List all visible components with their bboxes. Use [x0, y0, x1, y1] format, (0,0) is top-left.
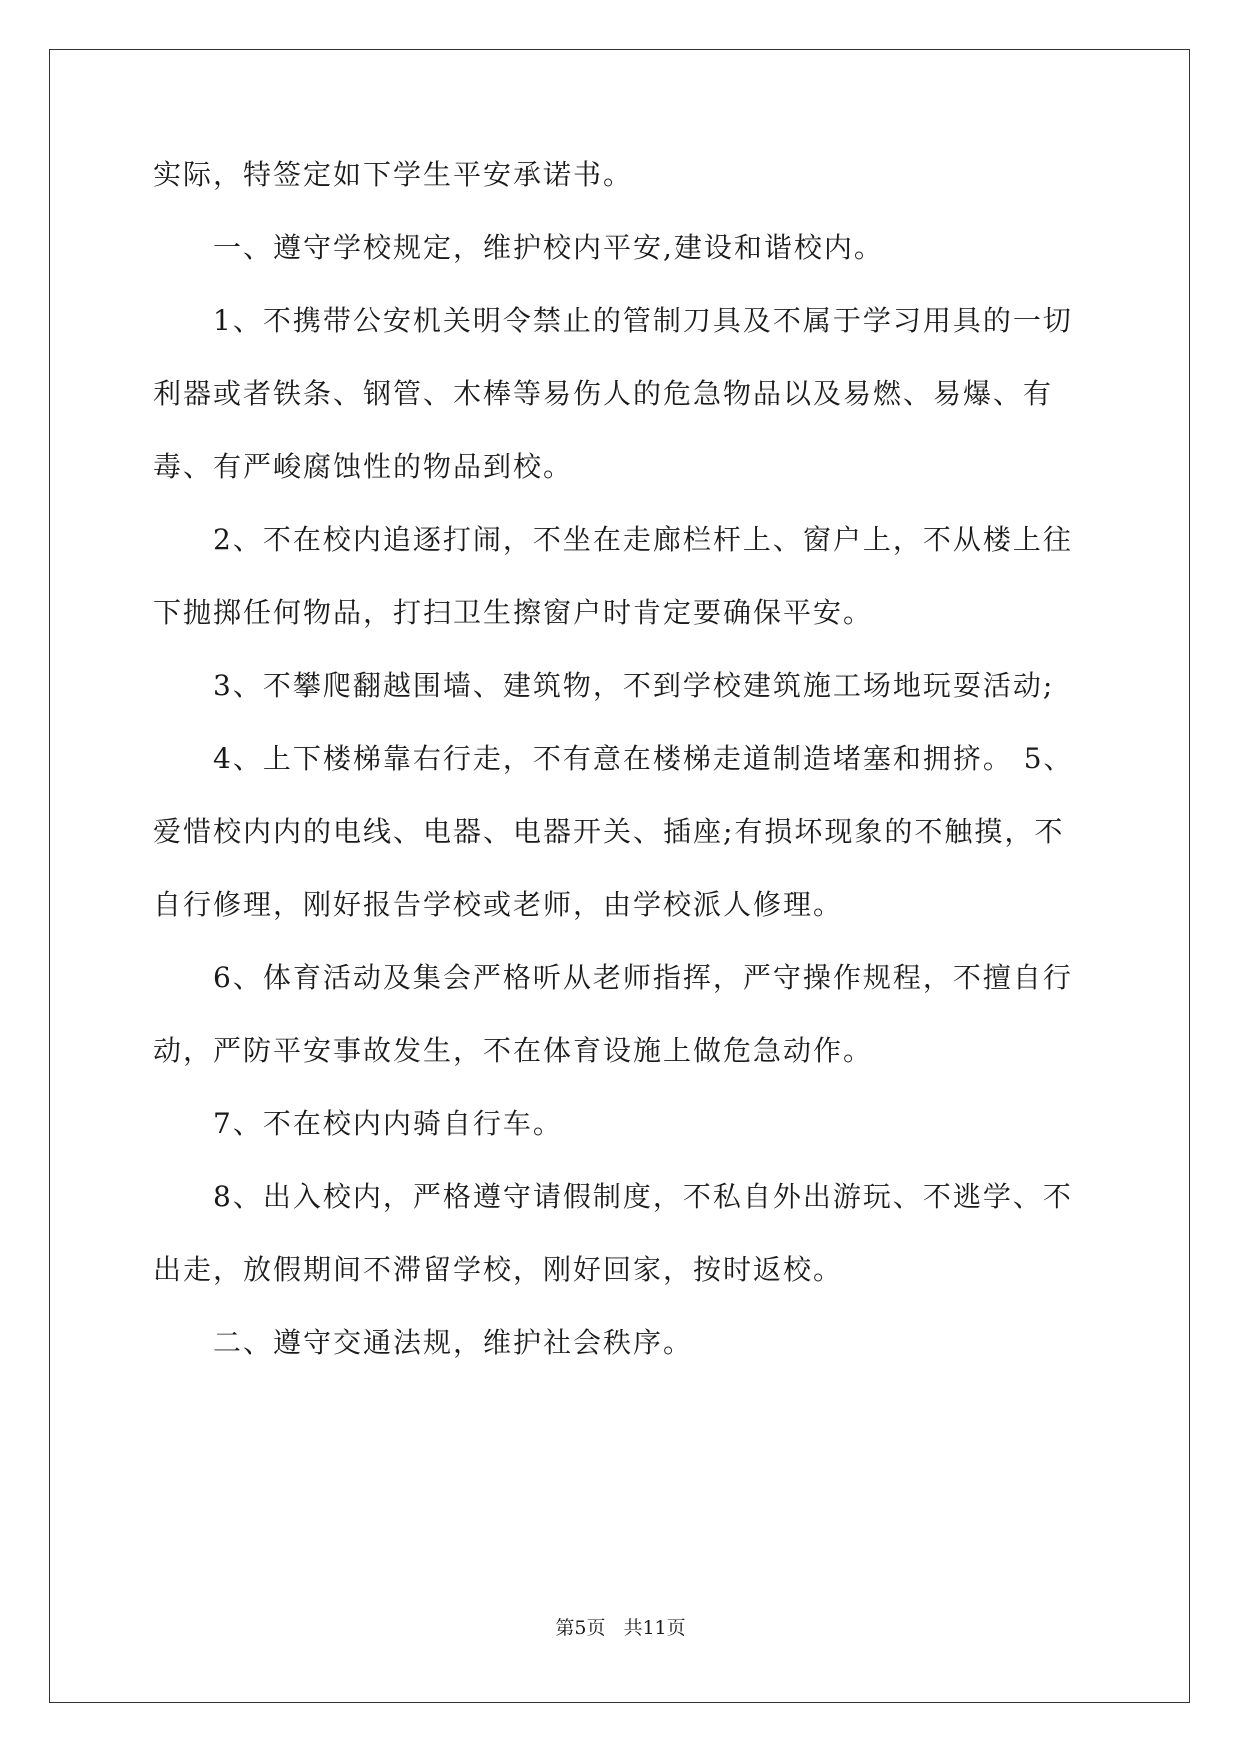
- text-line: 4、上下楼梯靠右行走，不有意在楼梯走道制造堵塞和拥挤。 5、: [153, 742, 1074, 775]
- text-line: 动，严防平安事故发生，不在体育设施上做危急动作。: [153, 1034, 874, 1067]
- text-line: 2、不在校内追逐打闹，不坐在走廊栏杆上、窗户上，不从楼上往: [153, 523, 1073, 556]
- page-number: 第5页: [555, 1617, 606, 1639]
- text-line: 实际，特签定如下学生平安承诺书。: [153, 158, 634, 191]
- page-footer: [0, 1616, 1241, 1640]
- text-line: 一、遵守学校规定，维护校内平安,建设和谐校内。: [153, 231, 884, 264]
- text-line: 下抛掷任何物品，打扫卫生擦窗户时肯定要确保平安。: [153, 596, 874, 629]
- text-line: 二、遵守交通法规，维护社会秩序。: [153, 1326, 694, 1359]
- text-line: 8、出入校内，严格遵守请假制度，不私自外出游玩、不逃学、不: [153, 1180, 1073, 1213]
- page-total: 共11页: [623, 1617, 686, 1639]
- text-line: 6、体育活动及集会严格听从老师指挥，严守操作规程，不擅自行: [153, 961, 1073, 994]
- text-line: 出走，放假期间不滞留学校，刚好回家，按时返校。: [153, 1253, 844, 1286]
- text-line: 3、不攀爬翻越围墙、建筑物，不到学校建筑施工场地玩耍活动;: [153, 669, 1055, 702]
- text-line: 7、不在校内内骑自行车。: [153, 1107, 563, 1140]
- page-border: [49, 49, 1190, 1703]
- text-line: 毒、有严峻腐蚀性的物品到校。: [153, 450, 574, 483]
- text-line: 爱惜校内内的电线、电器、电器开关、插座;有损坏现象的不触摸，不: [153, 815, 1065, 848]
- text-line: 1、不携带公安机关明令禁止的管制刀具及不属于学习用具的一切: [153, 304, 1073, 337]
- text-line: 利器或者铁条、钢管、木棒等易伤人的危急物品以及易燃、易爆、有: [153, 377, 1054, 410]
- text-line: 自行修理，刚好报告学校或老师，由学校派人修理。: [153, 888, 844, 921]
